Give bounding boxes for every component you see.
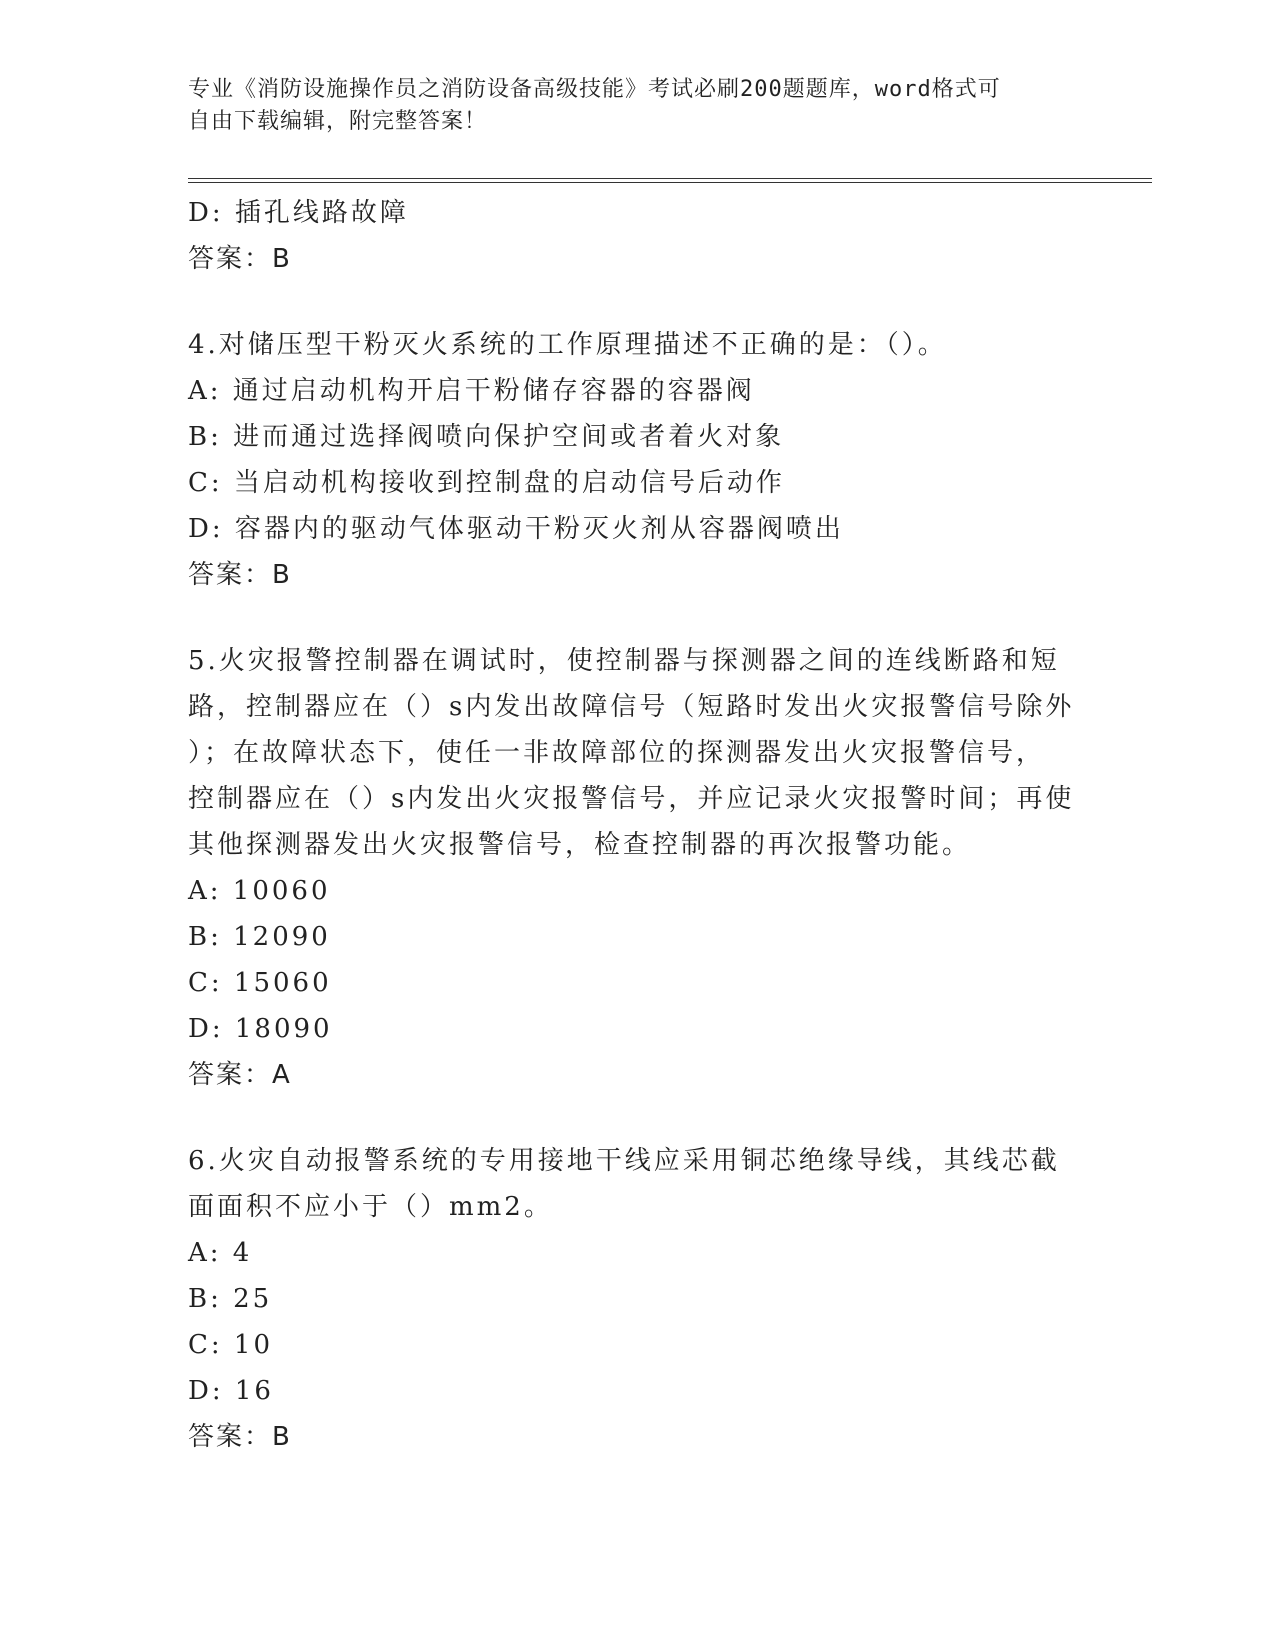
- option-d: D: 16: [188, 1376, 274, 1406]
- question-6: [188, 1138, 1088, 1460]
- answer: 答案：A: [188, 1060, 292, 1090]
- option-d: D: 18090: [188, 1014, 333, 1044]
- option-a: A: 4: [188, 1238, 253, 1268]
- option-c: C: 15060: [188, 968, 332, 998]
- question-stem-line: 6.火灾自动报警系统的专用接地干线应采用铜芯绝缘导线，其线芯截: [188, 1146, 1060, 1176]
- question-stem: 4.对储压型干粉灭火系统的工作原理描述不正确的是：（）。: [188, 330, 947, 360]
- question-stem-line: 路，控制器应在（）s内发出故障信号（短路时发出火灾报警信号除外: [188, 692, 1075, 722]
- document-body: [188, 190, 1088, 1460]
- question-stem-line: 面面积不应小于（）mm2。: [188, 1192, 553, 1222]
- header-line-2: 自由下载编辑，附完整答案！: [188, 109, 488, 134]
- question-stem-line: 控制器应在（）s内发出火灾报警信号，并应记录火灾报警时间；再使: [188, 784, 1075, 814]
- header-line-1: 专业《消防设施操作员之消防设备高级技能》考试必刷200题题库，word格式可: [188, 77, 1001, 102]
- option-d: D: 容器内的驱动气体驱动干粉灭火剂从容器阀喷出: [188, 514, 844, 544]
- spacer: [188, 282, 1088, 322]
- option-b: B: 12090: [188, 922, 331, 952]
- option-b: B: 进而通过选择阀喷向保护空间或者着火对象: [188, 422, 785, 452]
- spacer: [188, 1098, 1088, 1138]
- question-5: [188, 638, 1088, 1098]
- document-header: [188, 74, 1068, 138]
- header-divider-top: [188, 178, 1152, 179]
- option-d: D: 插孔线路故障: [188, 198, 409, 228]
- answer: 答案：B: [188, 244, 292, 274]
- answer: 答案：B: [188, 560, 292, 590]
- option-a: A: 通过启动机构开启干粉储存容器的容器阀: [188, 376, 755, 406]
- question-stem-line: ）；在故障状态下，使任一非故障部位的探测器发出火灾报警信号，: [188, 738, 1046, 768]
- option-c: C: 10: [188, 1330, 274, 1360]
- question-stem-line: 5.火灾报警控制器在调试时，使控制器与探测器之间的连线断路和短: [188, 646, 1060, 676]
- option-c: C: 当启动机构接收到控制盘的启动信号后动作: [188, 468, 785, 498]
- question-stem-line: 其他探测器发出火灾报警信号，检查控制器的再次报警功能。: [188, 830, 972, 860]
- option-a: A: 10060: [188, 876, 331, 906]
- spacer: [188, 598, 1088, 638]
- option-b: B: 25: [188, 1284, 273, 1314]
- previous-question-tail: [188, 190, 1088, 282]
- answer: 答案：B: [188, 1422, 292, 1452]
- question-4: [188, 322, 1088, 598]
- header-divider-bottom: [188, 182, 1152, 183]
